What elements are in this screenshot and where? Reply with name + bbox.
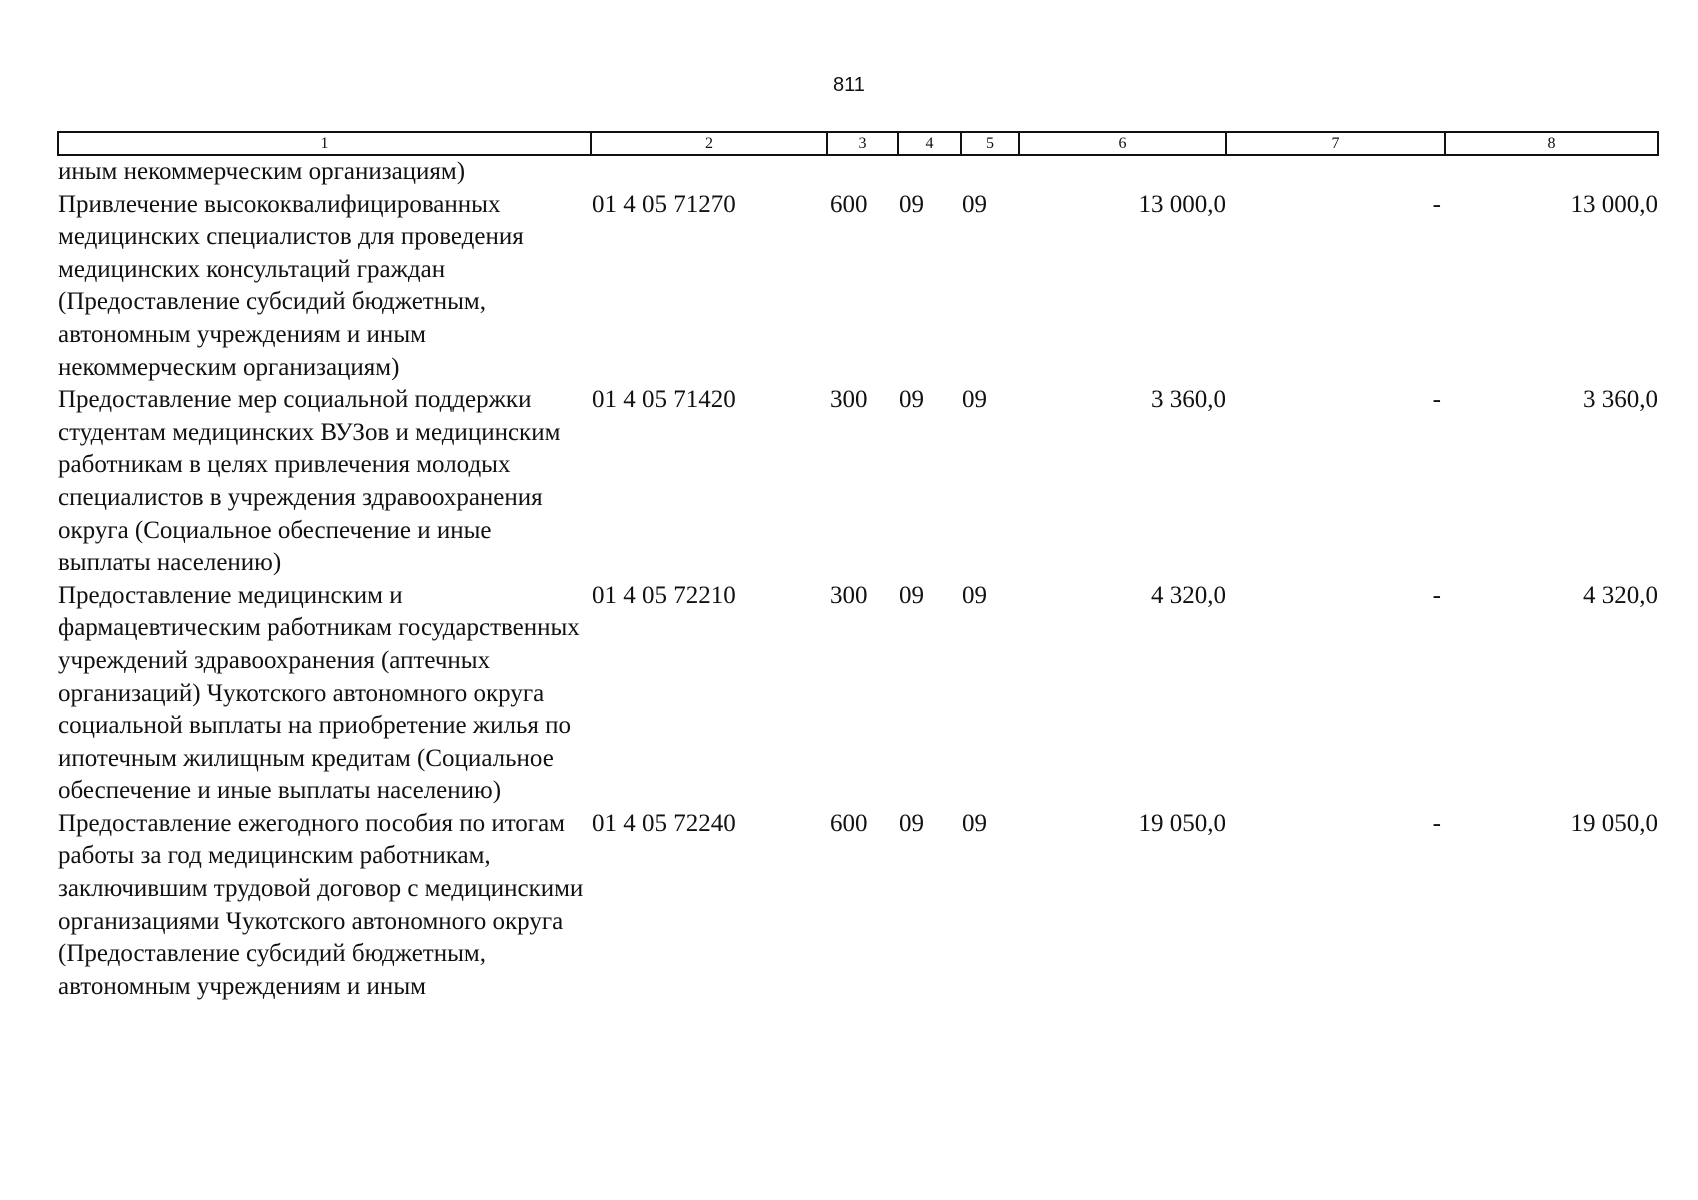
budget-table bbox=[57, 131, 1659, 1003]
row-subsection: 09 bbox=[962, 190, 987, 218]
row-amount-federal: - bbox=[1432, 809, 1441, 837]
row-amount-regional: 3 360,0 bbox=[1583, 386, 1658, 414]
row-target-code: 01 4 05 72210 bbox=[592, 581, 736, 609]
row-name: Предоставление мер социальной поддержки студентам медицинских ВУЗов и медицинским работникам в целях привлечения молодых специалистов в учреждения здравоохранения округа (Социальное обеспечение и иные выплаты населению) bbox=[58, 386, 561, 577]
row-expense-type: 600 bbox=[830, 190, 868, 218]
row-target-code: 01 4 05 71420 bbox=[592, 386, 736, 414]
column-header-3: 3 bbox=[827, 132, 898, 155]
column-number-header-row bbox=[58, 132, 1658, 155]
row-expense-type: 300 bbox=[830, 386, 868, 414]
row-section: 09 bbox=[899, 809, 924, 837]
row-expense-type: 600 bbox=[830, 809, 868, 837]
row-subsection: 09 bbox=[962, 386, 987, 414]
continuation-text: иным некоммерческим организациям) bbox=[58, 158, 466, 185]
table-row bbox=[58, 580, 1658, 808]
row-amount-total: 13 000,0 bbox=[1138, 190, 1226, 218]
row-amount-federal: - bbox=[1432, 190, 1441, 218]
table-row bbox=[58, 808, 1658, 1004]
row-target-code: 01 4 05 71270 bbox=[592, 190, 736, 218]
row-amount-total: 3 360,0 bbox=[1151, 386, 1226, 414]
column-header-4: 4 bbox=[898, 132, 961, 155]
row-amount-federal: - bbox=[1432, 386, 1441, 414]
column-header-5: 5 bbox=[961, 132, 1019, 155]
column-header-7: 7 bbox=[1226, 132, 1445, 155]
column-header-2: 2 bbox=[591, 132, 827, 155]
column-header-1: 1 bbox=[58, 132, 591, 155]
page-number: 811 bbox=[833, 74, 865, 96]
row-target-code: 01 4 05 72240 bbox=[592, 809, 736, 837]
table-row bbox=[58, 384, 1658, 580]
row-name: Привлечение высококвалифицированных медицинских специалистов для проведения медицинских консультаций граждан (Предоставление субсидий бюджетным, автономным учреждениям и иным некоммерческим организациям) bbox=[58, 190, 524, 381]
row-section: 09 bbox=[899, 581, 924, 609]
row-amount-total: 19 050,0 bbox=[1138, 809, 1226, 837]
row-name: Предоставление ежегодного пособия по итогам работы за год медицинским работникам, заключившим трудовой договор с медицинскими организациями Чукотского автономного округа (Предоставление субсидий бюджетным, автономным учреждениям и иным bbox=[58, 809, 584, 1000]
row-amount-regional: 19 050,0 bbox=[1570, 809, 1658, 837]
continuation-row bbox=[58, 155, 1658, 189]
row-amount-federal: - bbox=[1432, 581, 1441, 609]
table-row bbox=[58, 189, 1658, 385]
row-expense-type: 300 bbox=[830, 581, 868, 609]
row-section: 09 bbox=[899, 190, 924, 218]
row-section: 09 bbox=[899, 386, 924, 414]
row-amount-regional: 13 000,0 bbox=[1570, 190, 1658, 218]
row-subsection: 09 bbox=[962, 581, 987, 609]
row-subsection: 09 bbox=[962, 809, 987, 837]
column-header-6: 6 bbox=[1019, 132, 1226, 155]
row-amount-total: 4 320,0 bbox=[1151, 581, 1226, 609]
row-name: Предоставление медицинским и фармацевтическим работникам государственных учреждений здравоохранения (аптечных организаций) Чукотского автономного округа социальной выплаты на приобретение жилья по ипотечным жилищным кредитам (Социальное обеспечение и иные выплаты населению) bbox=[58, 581, 580, 805]
column-header-8: 8 bbox=[1445, 132, 1658, 155]
row-amount-regional: 4 320,0 bbox=[1583, 581, 1658, 609]
